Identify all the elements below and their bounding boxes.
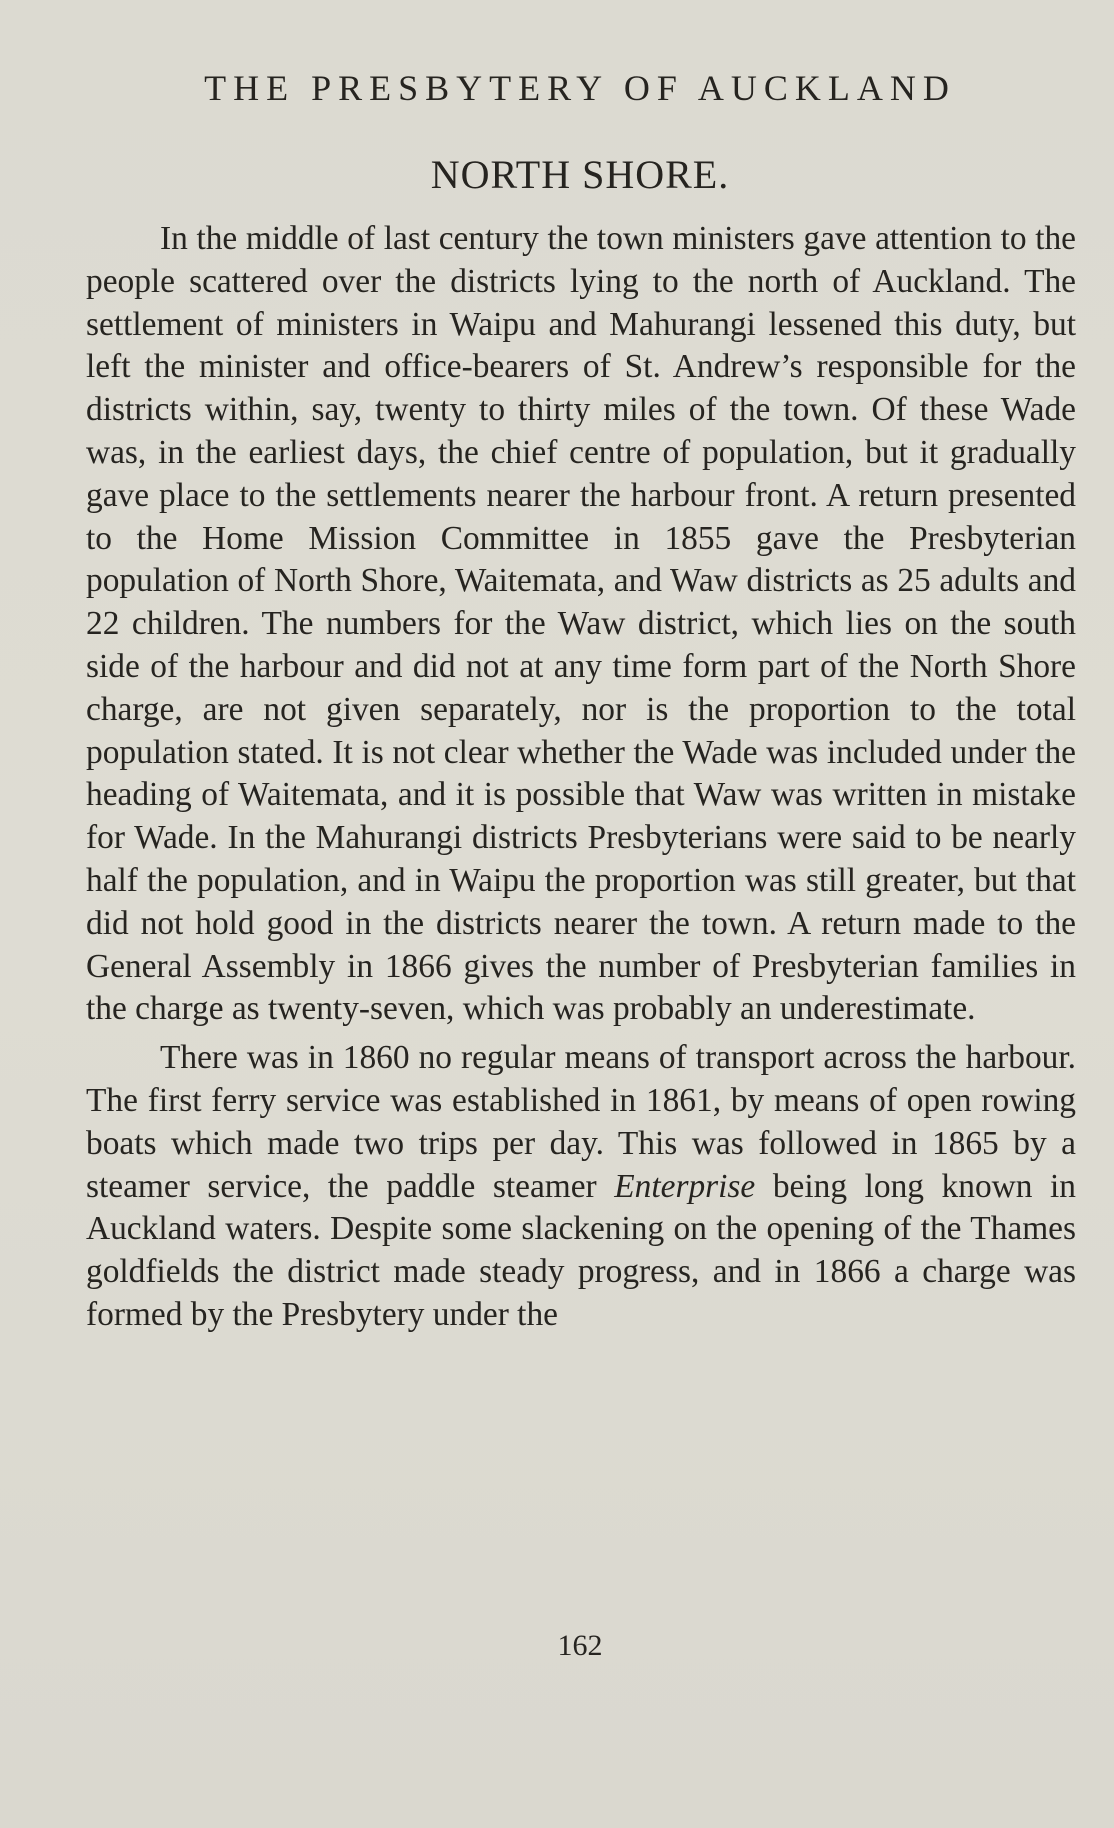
- section-title: NORTH SHORE.: [430, 152, 730, 197]
- ship-name: Enterprise: [614, 1167, 756, 1205]
- paragraph-1: In the middle of last century the town ministers gave attention to the people scattered over the districts lying to the north of Auckland. The settlement of ministers in Waipu and Mahurangi lessened this duty, but left the minister and office-bearers of St. Andrew’s responsible for the districts within, say, twenty to thirty miles of the town. Of these Wade was, in the earliest days, the chief centre of population, but it gradually gave place to the settlements nearer the harbour front. A return presented to the Home Mission Committee in 1855 gave the Presbyterian population of North Shore, Waitemata, and Waw districts as 25 adults and 22 children. The numbers for the Waw district, which lies on the south side of the harbour and did not at any time form part of the North Shore charge, are not given separately, nor is the proportion to the total population stated. It is not clear whether the Wade was included under the heading of Waitemata, and it is possible that Waw was written in mistake for Wade. In the Mahurangi districts Presbyterians were said to be nearly half the population, and in Waipu the proportion was still greater, but that did not hold good in the districts nearer the town. A return made to the General Assembly in 1866 gives the number of Presbyterian families in the charge as twenty-seven, which was probably an underestimate.: [86, 220, 1076, 1028]
- page-number: 162: [557, 1629, 603, 1662]
- paragraph-2-text-after: being long known in Auckland waters. Despite some slackening on the opening of the Thames goldfields the district made steady progress, and in 1866 a charge was formed by the Presbytery under the: [86, 1167, 1077, 1333]
- paragraph-2-text-before: There was in 1860 no regular means of transport across the harbour. The first ferry service was established in 1861, by means of open rowing boats which made two trips per day. This was followed in 1865 by a steamer service, the paddle steamer: [86, 1039, 1076, 1205]
- paragraph-2: [86, 1037, 1076, 1337]
- running-head: THE PRESBYTERY OF AUCKLAND: [204, 68, 956, 108]
- body-text: [86, 218, 1076, 1337]
